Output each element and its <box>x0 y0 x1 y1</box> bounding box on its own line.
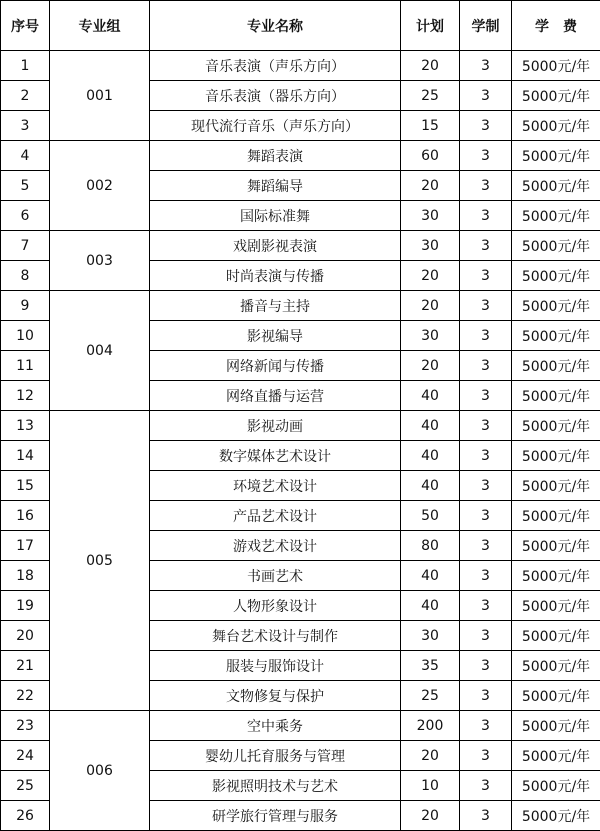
cell-duration: 3 <box>460 801 512 831</box>
cell-duration: 3 <box>460 141 512 171</box>
cell-plan: 60 <box>401 141 460 171</box>
cell-plan: 200 <box>401 711 460 741</box>
cell-duration: 3 <box>460 261 512 291</box>
cell-plan: 20 <box>401 291 460 321</box>
cell-fee: 5000元/年 <box>512 681 600 711</box>
cell-index: 9 <box>1 291 50 321</box>
header-name: 专业名称 <box>150 1 401 51</box>
cell-major-name: 舞蹈表演 <box>150 141 401 171</box>
cell-major-name: 播音与主持 <box>150 291 401 321</box>
cell-index: 7 <box>1 231 50 261</box>
cell-fee: 5000元/年 <box>512 141 600 171</box>
cell-index: 12 <box>1 381 50 411</box>
cell-index: 6 <box>1 201 50 231</box>
cell-major-name: 数字媒体艺术设计 <box>150 441 401 471</box>
cell-duration: 3 <box>460 771 512 801</box>
cell-fee: 5000元/年 <box>512 501 600 531</box>
cell-fee: 5000元/年 <box>512 741 600 771</box>
cell-index: 14 <box>1 441 50 471</box>
cell-plan: 30 <box>401 231 460 261</box>
cell-duration: 3 <box>460 591 512 621</box>
cell-major-name: 游戏艺术设计 <box>150 531 401 561</box>
table-body <box>1 51 600 831</box>
cell-duration: 3 <box>460 381 512 411</box>
cell-major-name: 影视动画 <box>150 411 401 441</box>
cell-major-name: 音乐表演（器乐方向） <box>150 81 401 111</box>
table-row <box>1 291 600 321</box>
cell-plan: 15 <box>401 111 460 141</box>
cell-plan: 80 <box>401 531 460 561</box>
cell-duration: 3 <box>460 321 512 351</box>
cell-index: 1 <box>1 51 50 81</box>
cell-major-name: 舞蹈编导 <box>150 171 401 201</box>
cell-fee: 5000元/年 <box>512 321 600 351</box>
cell-major-name: 环境艺术设计 <box>150 471 401 501</box>
cell-plan: 40 <box>401 561 460 591</box>
cell-duration: 3 <box>460 51 512 81</box>
cell-index: 25 <box>1 771 50 801</box>
cell-major-name: 国际标准舞 <box>150 201 401 231</box>
cell-duration: 3 <box>460 291 512 321</box>
cell-plan: 40 <box>401 381 460 411</box>
cell-major-name: 音乐表演（声乐方向） <box>150 51 401 81</box>
cell-major-name: 网络新闻与传播 <box>150 351 401 381</box>
cell-plan: 10 <box>401 771 460 801</box>
cell-duration: 3 <box>460 561 512 591</box>
cell-group: 002 <box>50 141 150 231</box>
cell-index: 15 <box>1 471 50 501</box>
cell-index: 2 <box>1 81 50 111</box>
cell-index: 11 <box>1 351 50 381</box>
header-index: 序号 <box>1 1 50 51</box>
cell-index: 3 <box>1 111 50 141</box>
cell-index: 10 <box>1 321 50 351</box>
cell-plan: 40 <box>401 441 460 471</box>
cell-major-name: 戏剧影视表演 <box>150 231 401 261</box>
cell-fee: 5000元/年 <box>512 591 600 621</box>
cell-fee: 5000元/年 <box>512 381 600 411</box>
cell-plan: 25 <box>401 681 460 711</box>
cell-index: 26 <box>1 801 50 831</box>
cell-major-name: 文物修复与保护 <box>150 681 401 711</box>
header-group: 专业组 <box>50 1 150 51</box>
cell-duration: 3 <box>460 531 512 561</box>
cell-fee: 5000元/年 <box>512 621 600 651</box>
cell-index: 17 <box>1 531 50 561</box>
cell-fee: 5000元/年 <box>512 651 600 681</box>
cell-fee: 5000元/年 <box>512 771 600 801</box>
cell-duration: 3 <box>460 501 512 531</box>
cell-fee: 5000元/年 <box>512 561 600 591</box>
table-row <box>1 231 600 261</box>
cell-duration: 3 <box>460 471 512 501</box>
cell-major-name: 空中乘务 <box>150 711 401 741</box>
header-plan: 计划 <box>401 1 460 51</box>
cell-index: 24 <box>1 741 50 771</box>
cell-index: 21 <box>1 651 50 681</box>
cell-duration: 3 <box>460 411 512 441</box>
cell-duration: 3 <box>460 621 512 651</box>
cell-duration: 3 <box>460 441 512 471</box>
cell-plan: 40 <box>401 411 460 441</box>
table-row <box>1 711 600 741</box>
cell-fee: 5000元/年 <box>512 231 600 261</box>
cell-plan: 30 <box>401 321 460 351</box>
cell-fee: 5000元/年 <box>512 531 600 561</box>
cell-fee: 5000元/年 <box>512 441 600 471</box>
cell-fee: 5000元/年 <box>512 711 600 741</box>
cell-plan: 35 <box>401 651 460 681</box>
cell-duration: 3 <box>460 231 512 261</box>
cell-plan: 40 <box>401 591 460 621</box>
cell-index: 8 <box>1 261 50 291</box>
cell-index: 13 <box>1 411 50 441</box>
cell-fee: 5000元/年 <box>512 261 600 291</box>
cell-index: 20 <box>1 621 50 651</box>
cell-plan: 30 <box>401 201 460 231</box>
cell-fee: 5000元/年 <box>512 471 600 501</box>
cell-fee: 5000元/年 <box>512 171 600 201</box>
cell-index: 5 <box>1 171 50 201</box>
cell-fee: 5000元/年 <box>512 111 600 141</box>
cell-duration: 3 <box>460 111 512 141</box>
cell-index: 22 <box>1 681 50 711</box>
cell-plan: 20 <box>401 351 460 381</box>
cell-group: 005 <box>50 411 150 711</box>
cell-major-name: 影视照明技术与艺术 <box>150 771 401 801</box>
cell-fee: 5000元/年 <box>512 291 600 321</box>
cell-group: 004 <box>50 291 150 411</box>
cell-major-name: 人物形象设计 <box>150 591 401 621</box>
cell-index: 4 <box>1 141 50 171</box>
cell-major-name: 网络直播与运营 <box>150 381 401 411</box>
cell-major-name: 时尚表演与传播 <box>150 261 401 291</box>
cell-plan: 20 <box>401 801 460 831</box>
cell-index: 23 <box>1 711 50 741</box>
cell-plan: 40 <box>401 471 460 501</box>
cell-plan: 30 <box>401 621 460 651</box>
cell-duration: 3 <box>460 171 512 201</box>
cell-index: 19 <box>1 591 50 621</box>
cell-fee: 5000元/年 <box>512 351 600 381</box>
table-row <box>1 411 600 441</box>
cell-major-name: 产品艺术设计 <box>150 501 401 531</box>
cell-plan: 20 <box>401 171 460 201</box>
cell-major-name: 舞台艺术设计与制作 <box>150 621 401 651</box>
cell-plan: 20 <box>401 261 460 291</box>
cell-fee: 5000元/年 <box>512 81 600 111</box>
cell-major-name: 婴幼儿托育服务与管理 <box>150 741 401 771</box>
cell-duration: 3 <box>460 681 512 711</box>
table-row <box>1 141 600 171</box>
cell-duration: 3 <box>460 651 512 681</box>
cell-duration: 3 <box>460 351 512 381</box>
cell-fee: 5000元/年 <box>512 201 600 231</box>
cell-fee: 5000元/年 <box>512 51 600 81</box>
cell-plan: 25 <box>401 81 460 111</box>
cell-index: 18 <box>1 561 50 591</box>
cell-group: 003 <box>50 231 150 291</box>
cell-major-name: 书画艺术 <box>150 561 401 591</box>
cell-plan: 50 <box>401 501 460 531</box>
header-fee: 学 费 <box>512 1 600 51</box>
cell-plan: 20 <box>401 741 460 771</box>
cell-duration: 3 <box>460 711 512 741</box>
cell-fee: 5000元/年 <box>512 801 600 831</box>
cell-major-name: 影视编导 <box>150 321 401 351</box>
cell-index: 16 <box>1 501 50 531</box>
cell-fee: 5000元/年 <box>512 411 600 441</box>
cell-duration: 3 <box>460 741 512 771</box>
cell-group: 006 <box>50 711 150 831</box>
header-duration: 学制 <box>460 1 512 51</box>
cell-group: 001 <box>50 51 150 141</box>
cell-major-name: 现代流行音乐（声乐方向） <box>150 111 401 141</box>
cell-major-name: 服装与服饰设计 <box>150 651 401 681</box>
table-row <box>1 51 600 81</box>
cell-plan: 20 <box>401 51 460 81</box>
cell-duration: 3 <box>460 201 512 231</box>
header-row <box>1 1 600 51</box>
cell-duration: 3 <box>460 81 512 111</box>
cell-major-name: 研学旅行管理与服务 <box>150 801 401 831</box>
